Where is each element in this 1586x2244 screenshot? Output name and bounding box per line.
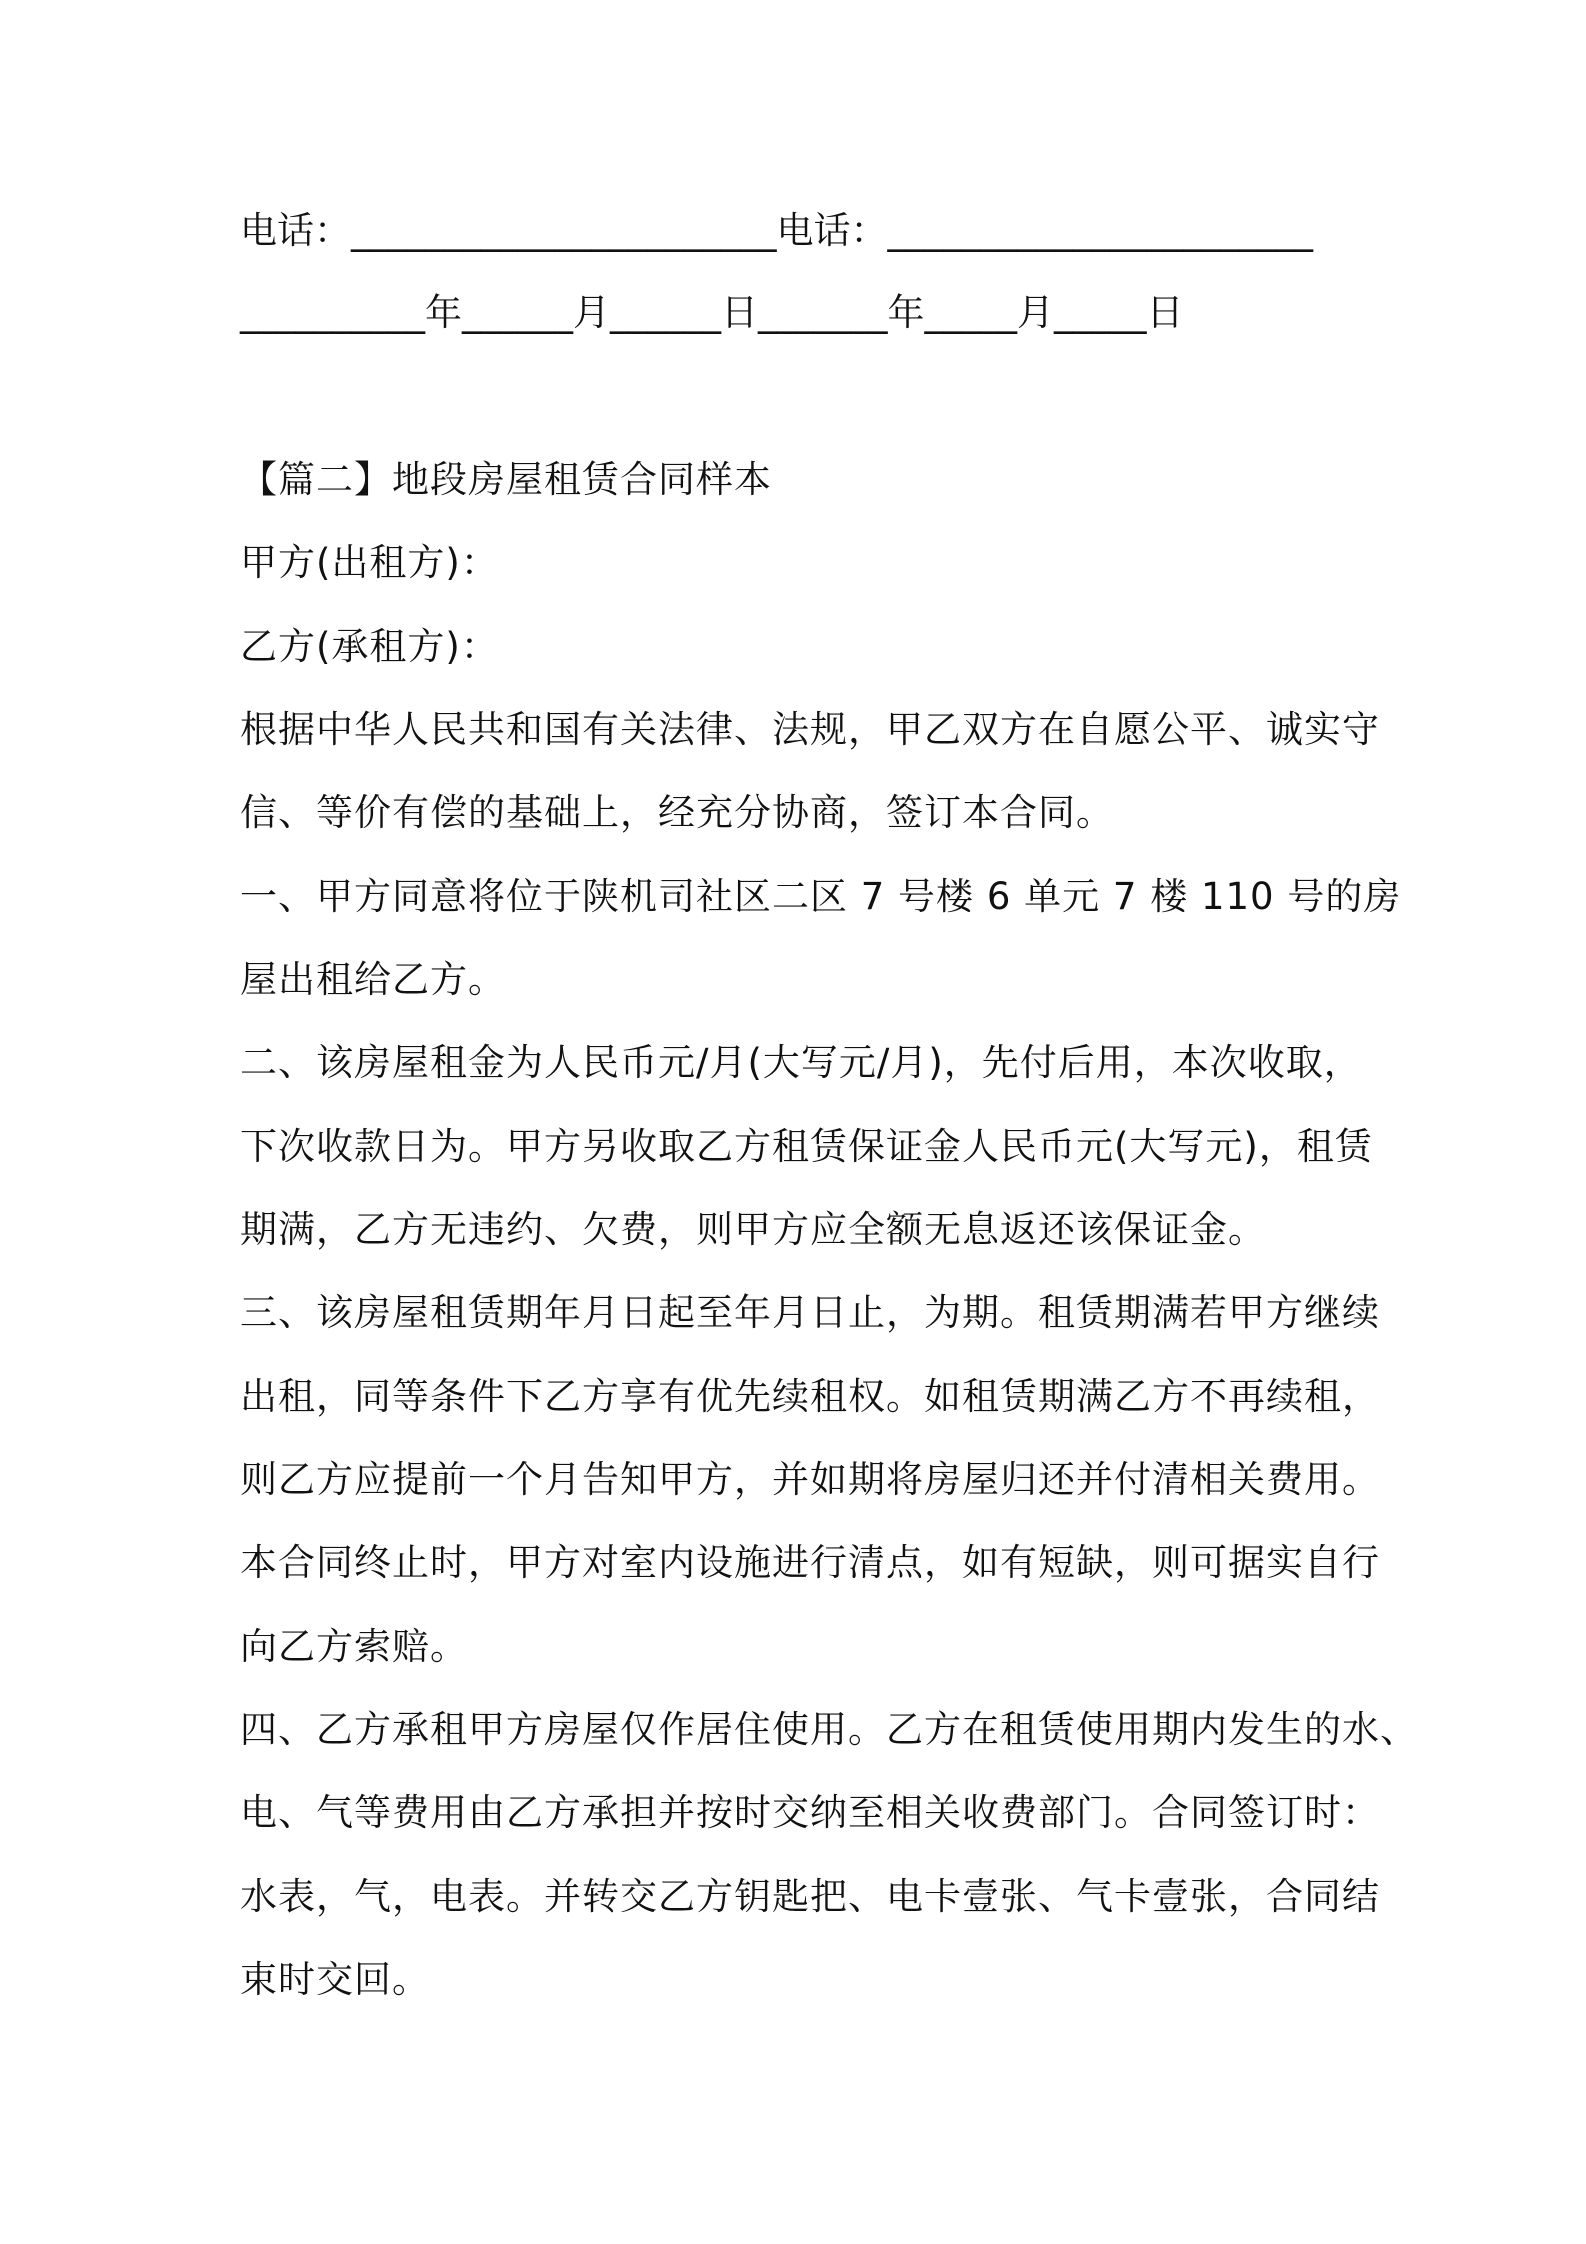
phone-signature-line: 电话：_______________________电话：_______________________ [240,209,1313,252]
clause-2-line: 下次收款日为。甲方另收取乙方租赁保证金人民币元(大写元)，租赁 [240,1125,1373,1168]
clause-4-line: 四、乙方承租甲方房屋仅作居住使用。乙方在租赁使用期内发生的水、 [240,1708,1418,1751]
party-a-line: 甲方(出租方)： [240,541,499,584]
clause-4-line: 水表，气，电表。并转交乙方钥匙把、电卡壹张、气卡壹张，合同结 [240,1875,1380,1918]
clause-4-line: 束时交回。 [240,1958,430,2001]
body-line: 根据中华人民共和国有关法律、法规，甲乙双方在自愿公平、诚实守 [240,708,1380,751]
section-title: 【篇二】地段房屋租赁合同样本 [240,458,772,501]
party-b-line: 乙方(承租方)： [240,625,499,668]
clause-1-line: 屋出租给乙方。 [240,958,506,1001]
clause-1-line: 一、甲方同意将位于陕机司社区二区 7 号楼 6 单元 7 楼 110 号的房 [240,875,1402,918]
clause-2-line: 二、该房屋租金为人民币元/月(大写元/月)，先付后用，本次收取， [240,1041,1362,1084]
clause-3-line: 向乙方索赔。 [240,1625,468,1668]
clause-4-line: 电、气等费用由乙方承担并按时交纳至相关收费部门。合同签订时： [240,1791,1380,1834]
clause-3-line: 三、该房屋租赁期年月日起至年月日止，为期。租赁期满若甲方继续 [240,1291,1380,1334]
clause-3-line: 则乙方应提前一个月告知甲方，并如期将房屋归还并付清相关费用。 [240,1458,1380,1501]
clause-3-line: 本合同终止时，甲方对室内设施进行清点，如有短缺，则可据实自行 [240,1541,1380,1584]
date-signature-line: __________年______月______日_______年_____月_____日 [240,291,1184,334]
clause-3-line: 出租，同等条件下乙方享有优先续租权。如租赁期满乙方不再续租， [240,1375,1380,1418]
body-line: 信、等价有偿的基础上，经充分协商，签订本合同。 [240,791,1114,834]
clause-2-line: 期满，乙方无违约、欠费，则甲方应全额无息返还该保证金。 [240,1208,1266,1251]
